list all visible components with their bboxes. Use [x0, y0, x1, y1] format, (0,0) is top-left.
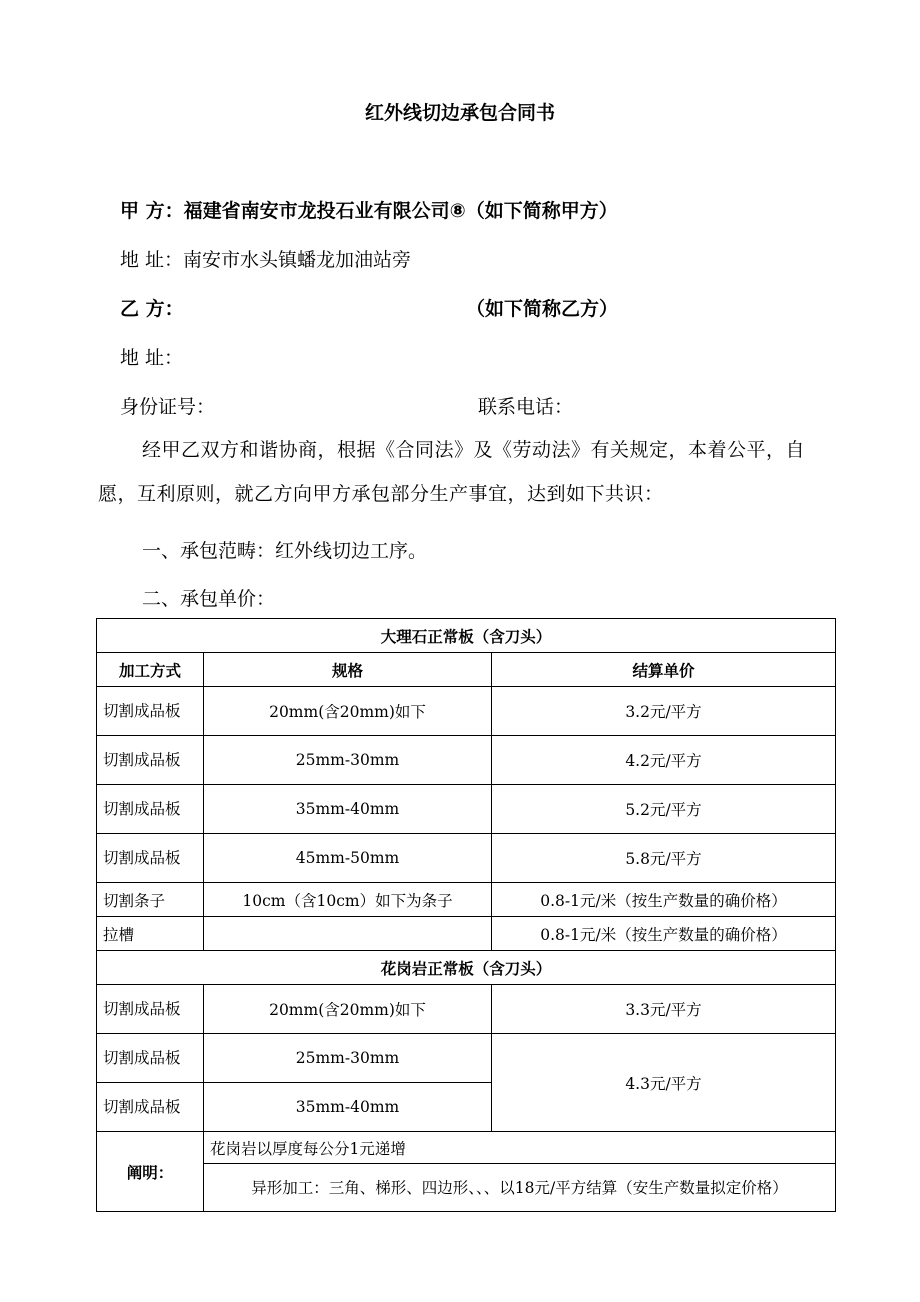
table-cell-price: 4.2元/平方: [492, 736, 836, 785]
table-cell-method: 切割成品板: [97, 834, 204, 883]
table-cell-price: 3.3元/平方: [492, 985, 836, 1034]
table-cell-spec: 25mm-30mm: [204, 736, 492, 785]
granite-section-title: 花岗岩正常板（含刀头）: [97, 951, 836, 985]
table-cell-spec: 35mm-40mm: [204, 1083, 492, 1132]
note-line-2: 异形加工：三角、梯形、四边形、、、以18元/平方结算（安生产数量拟定价格）: [204, 1164, 836, 1212]
table-cell-spec: 45mm-50mm: [204, 834, 492, 883]
table-cell-method: 切割成品板: [97, 1034, 204, 1083]
table-cell-spec: 20mm(含20mm)如下: [204, 985, 492, 1034]
party-b-label: 乙 方：: [120, 298, 184, 320]
phone-label: 联系电话：: [478, 396, 574, 418]
table-cell-spec: 10cm（含10cm）如下为条子: [204, 883, 492, 917]
id-number-label: 身份证号：: [120, 396, 216, 418]
marble-section-title: 大理石正常板（含刀头）: [97, 619, 836, 653]
header-method: 加工方式: [97, 653, 204, 687]
party-b-address: 地 址：: [120, 347, 184, 369]
table-cell-spec: [204, 917, 492, 951]
table-cell-price: 0.8-1元/米（按生产数量的确价格）: [492, 883, 836, 917]
table-cell-method: 切割成品板: [97, 687, 204, 736]
table-cell-price: 0.8-1元/米（按生产数量的确价格）: [492, 917, 836, 951]
header-spec: 规格: [204, 653, 492, 687]
table-cell-method: 拉槽: [97, 917, 204, 951]
note-line-1: 花岗岩以厚度每公分1元递增: [204, 1132, 836, 1164]
table-cell-spec: 35mm-40mm: [204, 785, 492, 834]
table-cell-method: 切割成品板: [97, 736, 204, 785]
table-cell-price-merged: 4.3元/平方: [492, 1034, 836, 1132]
table-cell-method: 切割成品板: [97, 785, 204, 834]
table-cell-price: 5.2元/平方: [492, 785, 836, 834]
table-cell-price: 5.8元/平方: [492, 834, 836, 883]
note-label: 阐明：: [97, 1132, 204, 1212]
header-price: 结算单价: [492, 653, 836, 687]
table-cell-method: 切割条子: [97, 883, 204, 917]
party-b-suffix: （如下简称乙方）: [466, 298, 619, 320]
section-price: 二、承包单价：: [142, 588, 276, 610]
intro-paragraph: 经甲乙双方和谐协商，根据《合同法》及《劳动法》有关规定，本着公平，自愿，互利原则，就乙方向甲方承包部分生产事宜，达到如下共识：: [98, 439, 806, 505]
party-a-line: 甲 方：福建省南安市龙投石业有限公司⑧（如下简称甲方）: [120, 200, 618, 222]
table-cell-price: 3.2元/平方: [492, 687, 836, 736]
document-title: 红外线切边承包合同书: [364, 102, 555, 124]
table-cell-method: 切割成品板: [97, 1083, 204, 1132]
table-cell-method: 切割成品板: [97, 985, 204, 1034]
table-cell-spec: 20mm(含20mm)如下: [204, 687, 492, 736]
party-a-address: 地 址：南安市水头镇蟠龙加油站旁: [120, 249, 412, 271]
section-scope: 一、承包范畴：红外线切边工序。: [142, 540, 428, 562]
price-table: [96, 618, 836, 1212]
table-cell-spec: 25mm-30mm: [204, 1034, 492, 1083]
